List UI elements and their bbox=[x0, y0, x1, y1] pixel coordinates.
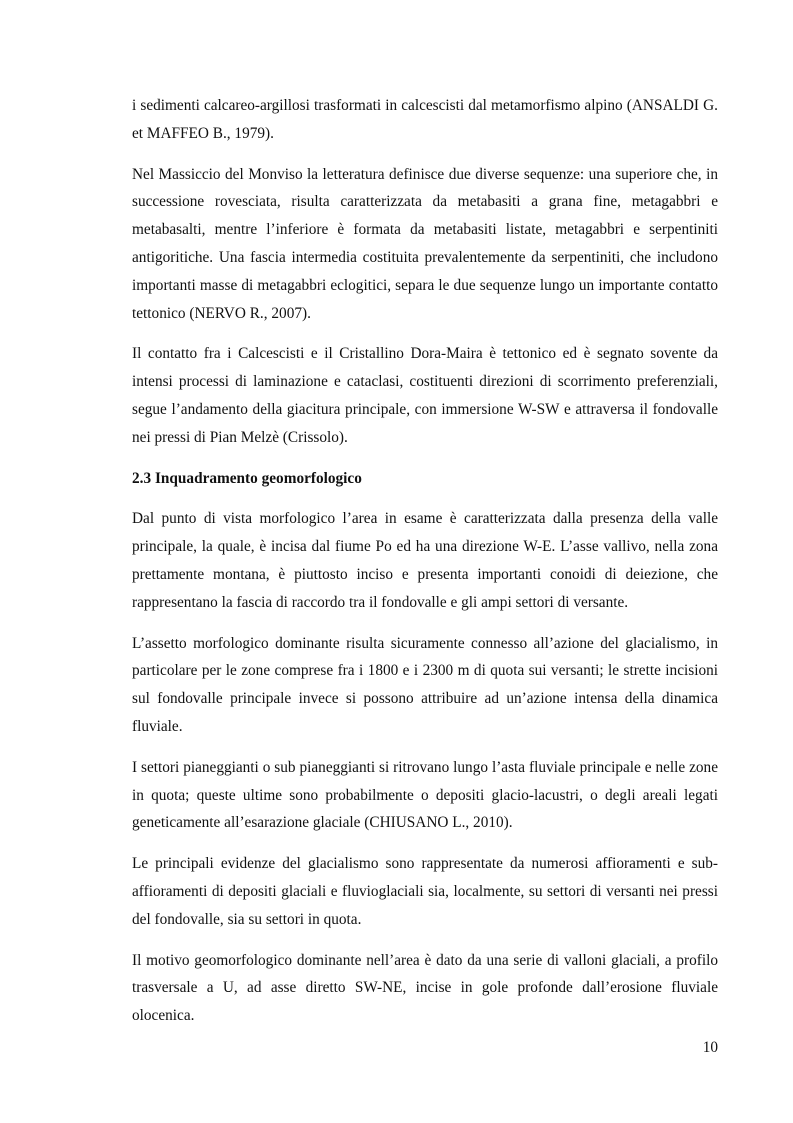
paragraph-glacial-valleys: Il motivo geomorfologico dominante nell’area è dato da una serie di valloni glaciali, a profilo trasversale a U, ad asse diretto SW-NE, incise in gole profonde dall’erosione fluviale olocenica. bbox=[132, 951, 718, 1025]
page-number: 10 bbox=[702, 1039, 718, 1056]
paragraph-calcescisti-intro: i sedimenti calcareo-argillosi trasformati in calcescisti dal metamorfismo alpino (ANSALDI G. et MAFFEO B., 1979). bbox=[132, 97, 718, 142]
paragraph-flat-sectors: I settori pianeggianti o sub pianeggianti si ritrovano lungo l’asta fluviale principale e nelle zone in quota; queste ultime sono probabilmente o depositi glacio-lacustri, o degli areali legati geneticamente all’esarazione glaciale (CHIUSANO L., 2010). bbox=[132, 758, 718, 832]
section-heading-geomorfologico: 2.3 Inquadramento geomorfologico bbox=[132, 469, 362, 487]
paragraph-glacial-setting: L’assetto morfologico dominante risulta sicuramente connesso all’azione del glacialismo, in particolare per le zone comprese fra i 1800 e i 2300 m di quota sui versanti; le strette incisioni sul fondovalle principale invece si possono attribuire ad un’azione intensa della dinamica fluviale. bbox=[132, 634, 718, 735]
paragraph-glacial-evidence: Le principali evidenze del glacialismo sono rappresentate da numerosi affioramenti e sub-affioramenti di depositi glaciali e fluvioglaciali sia, localmente, su settori di versanti nei pressi del fondovalle, sia su settori in quota. bbox=[132, 855, 718, 928]
page-content bbox=[132, 92, 718, 1043]
paragraph-monviso-sequences: Nel Massiccio del Monviso la letteratura definisce due diverse sequenze: una superiore che, in successione rovesciata, risulta caratterizzata da metabasiti a grana fine, metagabbri e metabasalti, mentre l’inferiore è formata da metabasiti listate, metagabbri e serpentiniti antigoritiche. Una fascia intermedia costituita prevalentemente da serpentiniti, che includono importanti masse di metagabbri eclogitici, separa le due sequenze lungo un importante contatto tettonico (NERVO R., 2007). bbox=[132, 165, 718, 322]
paragraph-morphology-valley: Dal punto di vista morfologico l’area in esame è caratterizzata dalla presenza della valle principale, la quale, è incisa dal fiume Po ed ha una direzione W-E. L’asse vallivo, nella zona prettamente montana, è piuttosto inciso e presenta importanti conoidi di deiezione, che rappresentano la fascia di raccordo tra il fondovalle e gli ampi settori di versante. bbox=[132, 510, 718, 611]
paragraph-tectonic-contact: Il contatto fra i Calcescisti e il Cristallino Dora-Maira è tettonico ed è segnato sovente da intensi processi di laminazione e cataclasi, costituenti direzioni di scorrimento preferenziali, segue l’andamento della giacitura principale, con immersione W-SW e attraversa il fondovalle nei pressi di Pian Melzè (Crissolo). bbox=[132, 345, 718, 446]
